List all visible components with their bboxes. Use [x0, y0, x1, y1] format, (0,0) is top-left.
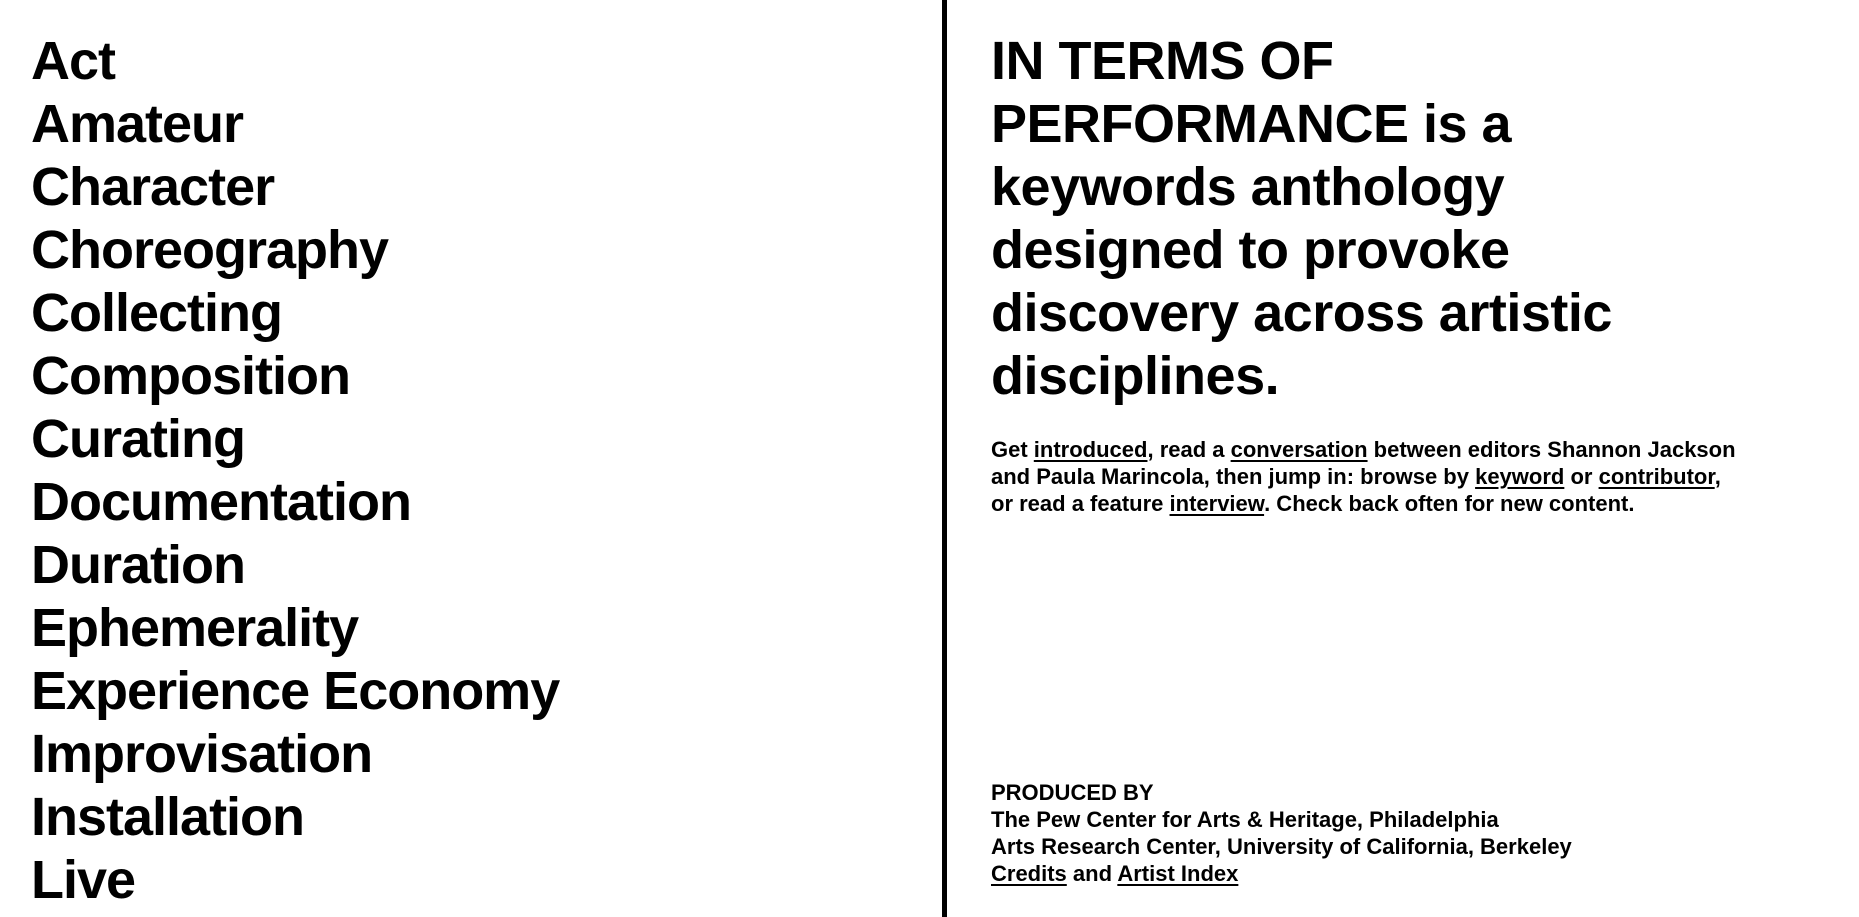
keyword-link-documentation[interactable]: Documentation: [31, 472, 412, 532]
keyword-item: [31, 219, 559, 282]
keyword-link-act[interactable]: Act: [31, 31, 116, 91]
intro-line: [991, 490, 1859, 517]
headline-line: keywords anthology: [991, 157, 1505, 217]
keyword-item: [31, 30, 559, 93]
headline-line: discovery across artistic: [991, 283, 1612, 343]
keyword-link-duration[interactable]: Duration: [31, 535, 245, 595]
keyword-item: [31, 786, 559, 849]
keyword-item: [31, 156, 559, 219]
intro-line: [991, 463, 1859, 490]
introduced-link[interactable]: introduced: [1033, 437, 1148, 462]
keyword-link-improvisation[interactable]: Improvisation: [31, 724, 373, 784]
contributor-link[interactable]: contributor: [1598, 464, 1715, 489]
keyword-item: [31, 93, 559, 156]
intro-text: and Paula Marincola, then jump in: browse by: [991, 464, 1476, 489]
keyword-link-collecting[interactable]: Collecting: [31, 283, 283, 343]
keyword-link-installation[interactable]: Installation: [31, 787, 305, 847]
keyword-link-character[interactable]: Character: [31, 157, 275, 217]
credits-link[interactable]: Credits: [991, 861, 1067, 886]
keyword-link-experience-economy[interactable]: Experience Economy: [31, 661, 560, 721]
keyword-item: [31, 660, 559, 723]
artist-index-link[interactable]: Artist Index: [1117, 861, 1239, 886]
intro-text: . Check back often for new content.: [1264, 491, 1635, 516]
keyword-item: [31, 723, 559, 786]
intro-text: , read a: [1147, 437, 1231, 462]
intro-text: between editors Shannon Jackson: [1367, 437, 1736, 462]
interview-link[interactable]: interview: [1169, 491, 1265, 516]
keyword-item: [31, 471, 559, 534]
headline-line: designed to provoke: [991, 220, 1510, 280]
keyword-link-curating[interactable]: Curating: [31, 409, 245, 469]
vertical-divider: [942, 0, 947, 917]
keyword-item: [31, 849, 559, 912]
headline-line: PERFORMANCE is a: [991, 94, 1512, 154]
credits-and-text: and: [1066, 861, 1118, 886]
producer-pew: The Pew Center for Arts & Heritage, Philadelphia: [991, 807, 1499, 832]
keyword-link-ephemerality[interactable]: Ephemerality: [31, 598, 359, 658]
intro-text: or: [1564, 464, 1599, 489]
keyword-link[interactable]: keyword: [1475, 464, 1565, 489]
keyword-list: [31, 30, 559, 912]
keyword-item: [31, 282, 559, 345]
intro-text: Get: [991, 437, 1034, 462]
intro-paragraph: [991, 436, 1859, 517]
credits-links-line: [991, 860, 1851, 887]
headline-line: IN TERMS OF: [991, 31, 1334, 91]
headline-line: disciplines.: [991, 346, 1280, 406]
page-headline: [991, 30, 1831, 408]
keyword-link-composition[interactable]: Composition: [31, 346, 350, 406]
conversation-link[interactable]: conversation: [1230, 437, 1368, 462]
keyword-link-amateur[interactable]: Amateur: [31, 94, 244, 154]
produced-by-heading: PRODUCED BY: [991, 780, 1154, 805]
keyword-link-choreography[interactable]: Choreography: [31, 220, 389, 280]
keyword-item: [31, 534, 559, 597]
keyword-item: [31, 408, 559, 471]
intro-text: ,: [1714, 464, 1721, 489]
credits-block: [991, 779, 1851, 887]
keyword-item: [31, 345, 559, 408]
about-panel: [991, 0, 1851, 917]
intro-line: [991, 436, 1859, 463]
keyword-link-live[interactable]: Live: [31, 850, 136, 910]
intro-text: or read a feature: [991, 491, 1170, 516]
producer-arc: Arts Research Center, University of California, Berkeley: [991, 834, 1572, 859]
keyword-item: [31, 597, 559, 660]
